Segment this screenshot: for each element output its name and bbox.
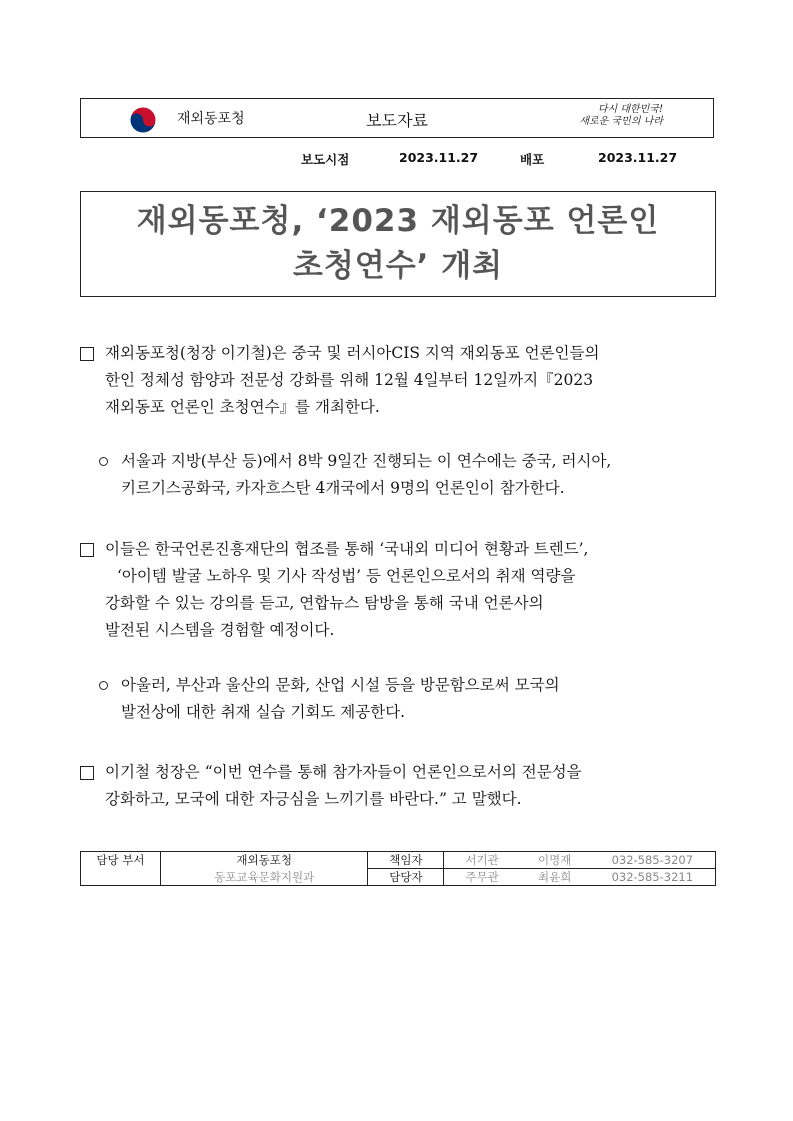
title-line-1: 재외동포청, ‘2023 재외동포 언론인 xyxy=(136,203,660,239)
p1-line-2: 한인 정체성 함양과 전문성 강화를 위해 12월 4일부터 12일까지『2023 xyxy=(105,371,594,389)
p1-line-3: 재외동포 언론인 초청연수』를 개최한다. xyxy=(105,398,380,416)
p1-sub-line-1: 서울과 지방(부산 등)에서 8박 9일간 진행되는 이 연수에는 중국, 러시아, xyxy=(121,452,612,470)
dept-org-line-2: 동포교육문화지원과 xyxy=(160,869,368,886)
p3-line-1: 이기철 청장은 “이번 연수를 통해 참가자들이 언론인으로서의 전문성을 xyxy=(105,763,582,781)
p2-line-1: 이들은 한국언론진흥재단의 협조를 통해 ‘국내외 미디어 현황과 트렌드’, xyxy=(105,540,589,558)
contact-name: 최윤희 xyxy=(520,869,590,886)
p2-sub-line-1: 아울러, 부산과 울산의 문화, 산업 시설 등을 방문함으로써 모국의 xyxy=(121,676,560,694)
contact-table xyxy=(80,851,716,886)
paragraph-3 xyxy=(105,759,717,813)
contact-row xyxy=(81,852,716,869)
p1-line-1: 재외동포청(청장 이기철)은 중국 및 러시아CIS 지역 재외동포 언론인들의 xyxy=(105,344,600,362)
p2-line-3: 강화할 수 있는 강의를 듣고, 연합뉴스 탐방을 통해 국내 언론사의 xyxy=(105,594,544,612)
circle-bullet-icon xyxy=(99,457,108,466)
p2-line-2: ‘아이템 발굴 노하우 및 기사 작성법’ 등 언론인으로서의 취재 역량을 xyxy=(117,567,576,585)
checkbox-bullet-icon xyxy=(80,766,94,780)
contact-role: 담당자 xyxy=(368,869,444,886)
p3-line-2: 강화하고, 모국에 대한 자긍심을 느끼기를 바란다.” 고 말했다. xyxy=(105,790,522,808)
title-line-2: 초청연수’ 개최 xyxy=(292,248,504,284)
title-box xyxy=(80,191,716,297)
header-box xyxy=(80,98,714,138)
paragraph-1-sub xyxy=(121,448,717,502)
dept-org-line-1: 재외동포청 xyxy=(160,852,368,869)
p2-line-4: 발전된 시스템을 경험할 예정이다. xyxy=(105,621,335,639)
checkbox-bullet-icon xyxy=(80,543,94,557)
release-time-label: 보도시점 xyxy=(301,152,350,167)
slogan xyxy=(579,104,663,128)
p2-sub-line-2: 발전상에 대한 취재 실습 기회도 제공한다. xyxy=(121,703,406,721)
org-name: 재외동포청 xyxy=(177,111,245,127)
checkbox-bullet-icon xyxy=(80,347,94,361)
p1-sub-line-2: 키르기스공화국, 카자흐스탄 4개국에서 9명의 언론인이 참가한다. xyxy=(121,479,565,497)
slogan-line-2: 새로운 국민의 나라 xyxy=(579,116,663,127)
circle-bullet-icon xyxy=(99,681,108,690)
contact-name: 이명재 xyxy=(520,852,590,869)
contact-title: 주무관 xyxy=(444,869,520,886)
distribution-label: 배포 xyxy=(520,152,545,167)
distribution-value: 2023.11.27 xyxy=(598,150,678,165)
paragraph-2 xyxy=(105,536,717,644)
release-time-value: 2023.11.27 xyxy=(399,150,479,165)
slogan-line-1: 다시 대한민국! xyxy=(597,104,663,115)
contact-title: 서기관 xyxy=(444,852,520,869)
paragraph-2-sub xyxy=(121,672,717,726)
paragraph-1 xyxy=(105,340,717,421)
contact-row xyxy=(81,869,716,886)
contact-role: 책임자 xyxy=(368,852,444,869)
doc-type: 보도자료 xyxy=(366,111,428,130)
contact-phone: 032-585-3207 xyxy=(590,852,716,869)
contact-phone: 032-585-3211 xyxy=(590,869,716,886)
dept-label: 담당 부서 xyxy=(81,852,161,886)
